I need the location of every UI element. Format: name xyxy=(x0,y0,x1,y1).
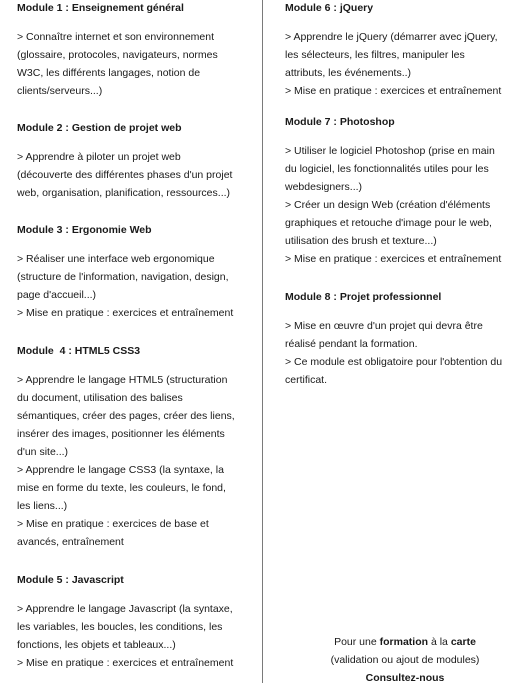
module-title: Module 3 : Ergonomie Web xyxy=(17,224,152,236)
module-title: Module 1 : Enseignement général xyxy=(17,2,184,14)
module-description xyxy=(17,28,257,100)
description-line: > Mise en pratique : exercices et entraînement xyxy=(285,253,502,265)
description-line: webdesigners...) xyxy=(285,181,363,193)
description-line: les liens...) xyxy=(17,500,68,512)
module-block xyxy=(17,0,257,100)
cta-line-2: (validation ou ajout de modules) xyxy=(330,654,480,666)
module-description xyxy=(17,371,257,551)
description-line: > Mise en pratique : exercices de base et xyxy=(17,518,209,530)
description-line: > Connaître internet et son environnement xyxy=(17,31,214,43)
module-title: Module 6 : jQuery xyxy=(285,2,374,14)
description-line: W3C, les différents langages, notion de xyxy=(17,67,201,79)
column-divider xyxy=(262,0,263,683)
description-line: > Apprendre le langage HTML5 (structuration xyxy=(17,374,228,386)
description-line: sémantiques, créer des pages, créer des liens, xyxy=(17,410,235,422)
module-block xyxy=(17,572,257,672)
description-line: > Apprendre le langage Javascript (la syntaxe, xyxy=(17,603,233,615)
description-line: > Mise en pratique : exercices et entraînement xyxy=(17,307,234,319)
description-line: mise en forme du texte, les couleurs, le fond, xyxy=(17,482,226,494)
module-block xyxy=(285,0,513,100)
description-line: > Réaliser une interface web ergonomique xyxy=(17,253,215,265)
module-description xyxy=(285,317,513,389)
cta-line-3 xyxy=(300,669,510,687)
module-title: Module 7 : Photoshop xyxy=(285,116,395,128)
description-line: du logiciel, les fonctionnalités utiles pour les xyxy=(285,163,489,175)
cta-line-1 xyxy=(300,633,510,651)
description-line: attributs, les événements..) xyxy=(285,67,412,79)
description-line: > Apprendre le langage CSS3 (la syntaxe, la xyxy=(17,464,224,476)
description-line: > Créer un design Web (création d'éléments xyxy=(285,199,491,211)
module-description xyxy=(17,148,257,202)
contact-callout xyxy=(300,633,510,687)
cta-text: Pour une xyxy=(334,636,380,648)
module-block xyxy=(17,120,257,202)
description-line: > Mise en pratique : exercices et entraînement xyxy=(17,657,234,669)
module-block xyxy=(285,289,513,389)
description-line: insérer des images, positionner les éléments xyxy=(17,428,225,440)
cta-bold-formation: formation xyxy=(379,636,429,648)
description-line: utilisation des brush et texture...) xyxy=(285,235,437,247)
description-line: > Apprendre le jQuery (démarrer avec jQuery, xyxy=(285,31,498,43)
module-block xyxy=(17,343,257,551)
module-title: Module 8 : Projet professionnel xyxy=(285,291,442,303)
description-line: (structure de l'information, navigation, design, xyxy=(17,271,229,283)
description-line: d'un site...) xyxy=(17,446,69,458)
description-line: > Mise en œuvre d'un projet qui devra être xyxy=(285,320,483,332)
description-line: (découverte des différentes phases d'un projet xyxy=(17,169,233,181)
module-title: Module 2 : Gestion de projet web xyxy=(17,122,182,134)
description-line: clients/serveurs...) xyxy=(17,85,103,97)
description-line: fonctions, les objets et tableaux...) xyxy=(17,639,176,651)
description-line: > Utiliser le logiciel Photoshop (prise en main xyxy=(285,145,495,157)
module-block xyxy=(285,114,513,268)
module-description xyxy=(285,142,513,268)
cta-consultez-nous: Consultez-nous xyxy=(365,672,445,684)
module-description xyxy=(17,600,257,672)
description-line: du document, utilisation des balises xyxy=(17,392,183,404)
description-line: graphiques et retouche d'image pour le web, xyxy=(285,217,492,229)
description-line: avancés, entraînement xyxy=(17,536,124,548)
cta-text: à la xyxy=(428,636,451,648)
description-line: > Ce module est obligatoire pour l'obtention du xyxy=(285,356,503,368)
description-line: les sélecteurs, les filtres, manipuler les xyxy=(285,49,465,61)
description-line: web, organisation, planification, ressources...) xyxy=(17,187,231,199)
description-line: réalisé pendant la formation. xyxy=(285,338,418,350)
cta-bold-carte: carte xyxy=(450,636,476,648)
module-description xyxy=(285,28,513,100)
description-line: page d'accueil...) xyxy=(17,289,97,301)
module-description xyxy=(17,250,257,322)
description-line: certificat. xyxy=(285,374,328,386)
module-title: Module 4 : HTML5 CSS3 xyxy=(17,345,141,357)
description-line: > Mise en pratique : exercices et entraînement xyxy=(285,85,502,97)
module-title: Module 5 : Javascript xyxy=(17,574,124,586)
description-line: > Apprendre à piloter un projet web xyxy=(17,151,181,163)
module-block xyxy=(17,222,257,322)
description-line: les variables, les boucles, les conditions, les xyxy=(17,621,223,633)
description-line: (glossaire, protocoles, navigateurs, normes xyxy=(17,49,218,61)
